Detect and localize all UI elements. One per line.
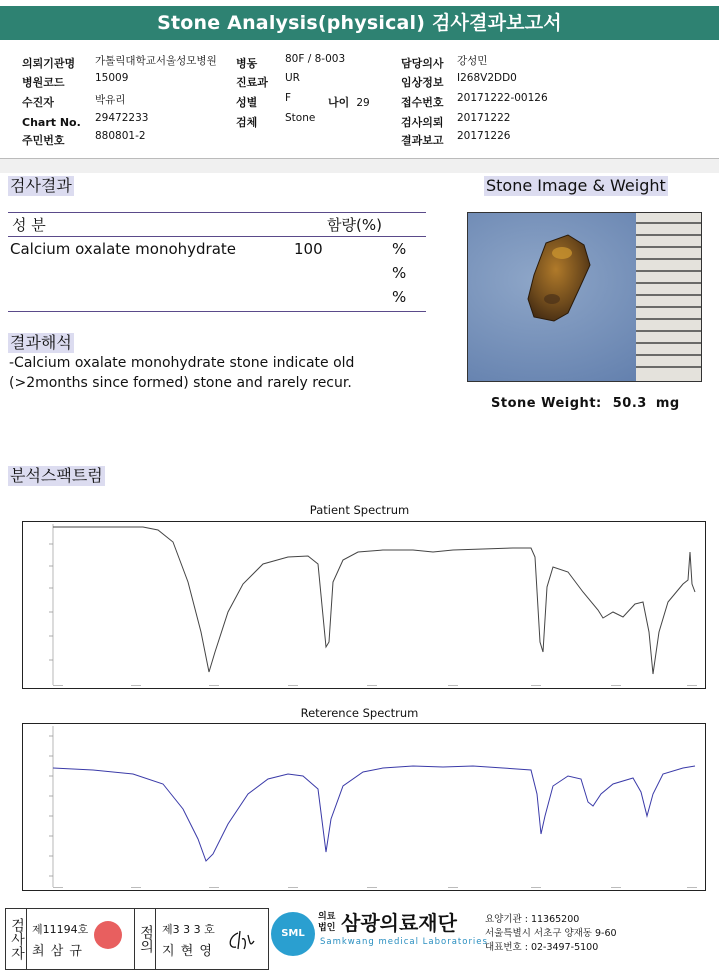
reference-spectrum-title: Reterence Spectrum [300, 706, 419, 720]
stone-weight-label: Stone Weight: [491, 396, 602, 411]
value-test-request: 20171222 [457, 112, 511, 124]
label-ward: 병동 [236, 57, 258, 70]
org-phone: 대표번호 : 02-3497-5100 [485, 942, 599, 953]
examiner-label: 검사자 [6, 909, 27, 969]
value-doctor: 강성민 [457, 55, 488, 67]
interpretation-line-2: (>2months since formed) stone and rarely recur. [9, 375, 352, 391]
value-specimen: Stone [285, 112, 316, 124]
patient-spectrum-chart [22, 521, 706, 689]
label-hospital-code: 병원코드 [22, 76, 65, 89]
unit-percent-2: % [392, 264, 407, 282]
value-department: UR [285, 72, 300, 84]
stone-weight-unit: mg [655, 396, 680, 411]
interpretation-heading: 결과해석 [10, 333, 72, 352]
header-age [328, 91, 370, 110]
value-chart-no: 29472233 [95, 112, 149, 124]
org-name: 삼광의료재단 [341, 911, 457, 935]
value-institution: 가톨릭대학교서울성모병원 [95, 55, 217, 67]
signature-block [5, 908, 269, 970]
component-amount: 100 [294, 240, 323, 258]
unit-percent-1: % [392, 240, 407, 258]
value-age: 29 [356, 97, 370, 109]
label-age: 나이 [328, 96, 350, 109]
org-prefix-2: 법인 [318, 923, 336, 933]
label-sex: 성별 [236, 96, 258, 109]
stone-photo [467, 212, 702, 382]
unit-percent-3: % [392, 288, 407, 306]
org-institution-code: 요양기관 : 11365200 [485, 914, 580, 925]
value-ward: 80F / 8-003 [285, 53, 346, 65]
stone-weight-value: 50.3 [612, 396, 647, 411]
examiner-license: 제11194호 [32, 923, 89, 936]
label-clinical-info: 임상정보 [401, 76, 444, 89]
interpretation-line-1: -Calcium oxalate monohydrate stone indicate old [9, 355, 355, 371]
label-resident-no: 주민번호 [22, 134, 65, 147]
label-patient: 수진자 [22, 96, 54, 109]
label-department: 진료과 [236, 76, 268, 89]
result-heading: 검사결과 [10, 176, 72, 195]
reference-spectrum-chart [22, 723, 706, 891]
org-prefix [318, 912, 335, 934]
table-bottom-line [8, 311, 426, 312]
stone-weight [491, 396, 680, 411]
spectrum-heading: 분석스팩트럼 [10, 466, 103, 485]
component-name: Calcium oxalate monohydrate [10, 240, 237, 258]
reference-spectrum-plot [23, 724, 705, 890]
org-address: 서울특별시 서초구 양재동 9-60 [485, 928, 617, 939]
label-chart-no: Chart No. [22, 116, 81, 129]
org-english-name: Samkwang medical Laboratories [320, 937, 488, 947]
org-prefix-1: 의료 [318, 912, 336, 922]
section-band [0, 159, 719, 173]
value-resident-no: 880801-2 [95, 130, 146, 142]
label-specimen: 검체 [236, 116, 258, 129]
value-hospital-code: 15009 [95, 72, 129, 84]
reviewer-label: 점의 [134, 909, 156, 969]
value-sex: F [285, 92, 292, 104]
reviewer-name: 지 현 영 [162, 944, 213, 959]
table-top-line [8, 212, 426, 213]
label-institution: 의뢰기관명 [22, 57, 76, 70]
reviewer-signature [224, 929, 258, 953]
value-result-report: 20171226 [457, 130, 511, 142]
label-doctor: 담당의사 [401, 57, 444, 70]
patient-spectrum-plot [23, 522, 705, 688]
value-receipt-no: 20171222-00126 [457, 92, 548, 104]
sml-logo [271, 912, 315, 956]
reviewer-license: 제3 3 3 호 [162, 923, 215, 936]
table-header-line [8, 236, 426, 237]
examiner-seal [94, 921, 122, 949]
column-component: 성 분 [12, 216, 46, 234]
stone-image-heading: Stone Image & Weight [486, 176, 666, 195]
sml-logo-text: SML [281, 928, 305, 939]
examiner-name: 최 삼 규 [32, 944, 83, 959]
label-test-request: 검사의뢰 [401, 116, 444, 129]
label-receipt-no: 접수번호 [401, 96, 444, 109]
value-patient: 박유리 [95, 94, 126, 106]
column-content: 함량(%) [327, 216, 382, 234]
org-contact [485, 913, 617, 955]
label-result-report: 결과보고 [401, 134, 444, 147]
patient-spectrum-title: Patient Spectrum [309, 503, 410, 517]
value-clinical-info: I268V2DD0 [457, 72, 517, 84]
report-title: Stone Analysis(physical) 검사결과보고서 [0, 6, 719, 40]
stone-photo-image [468, 213, 701, 381]
